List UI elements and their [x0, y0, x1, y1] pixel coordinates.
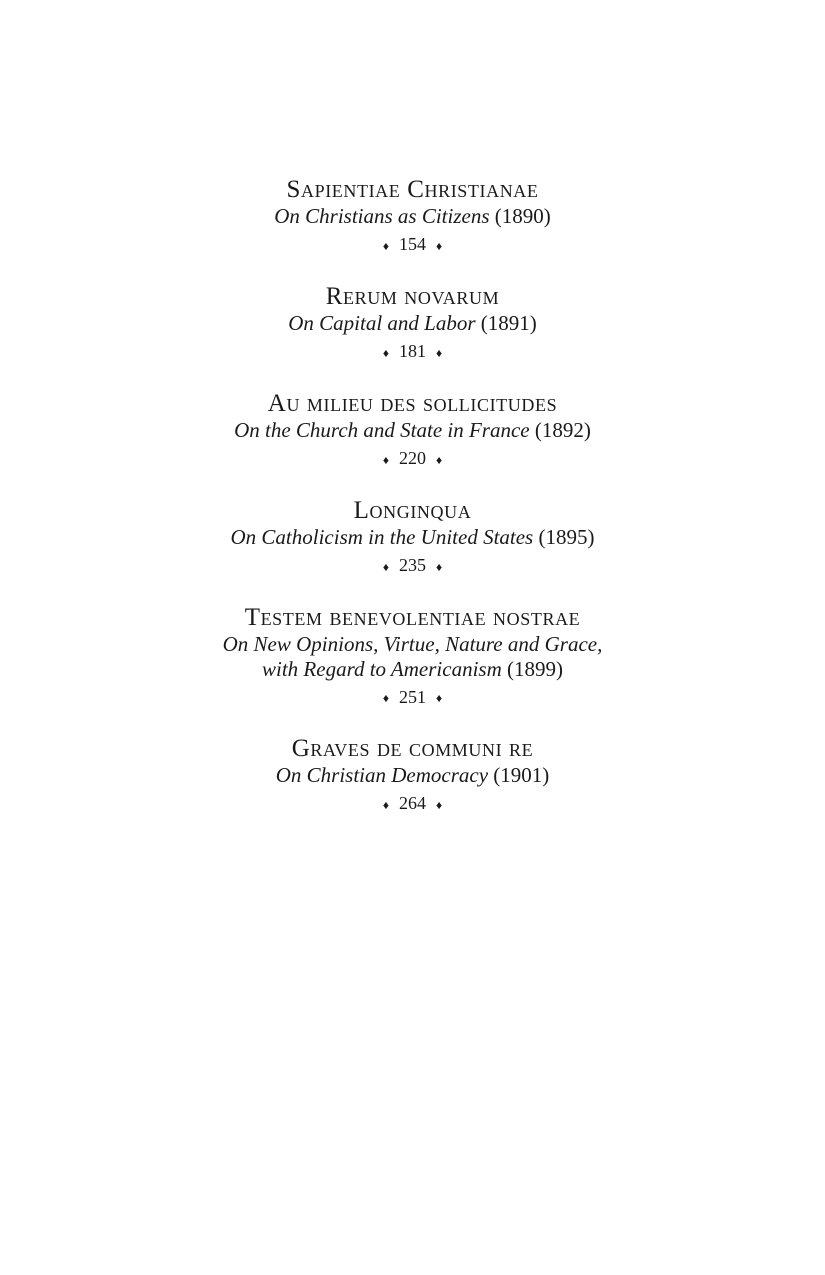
toc-entry — [0, 283, 825, 368]
toc-entry — [0, 735, 825, 820]
entry-subtitle-text: On Christian Democracy — [275, 763, 489, 788]
entry-title: Longinqua — [353, 496, 472, 524]
entry-subtitle — [0, 525, 825, 550]
entry-subtitle — [0, 311, 825, 336]
entry-page-number — [0, 788, 825, 820]
page-number: 264 — [399, 793, 426, 814]
entry-title: Rerum novarum — [325, 282, 500, 310]
entry-page-number — [0, 229, 825, 261]
entry-subtitle — [0, 763, 825, 788]
entry-subtitle — [0, 204, 825, 229]
diamond-ornament-icon: ♦ — [436, 238, 443, 253]
entry-subtitle-text: On New Opinions, Virtue, Nature and Grace, — [222, 631, 603, 656]
entry-page-number — [0, 550, 825, 582]
entry-year: (1890) — [494, 204, 551, 228]
diamond-ornament-icon: ♦ — [382, 798, 389, 813]
diamond-ornament-icon: ♦ — [382, 559, 389, 574]
entry-subtitle-text: On the Church and State in France — [234, 417, 530, 442]
entry-page-number — [0, 682, 825, 714]
diamond-ornament-icon: ♦ — [436, 798, 443, 813]
toc-entry — [0, 176, 825, 261]
entry-page-number — [0, 443, 825, 475]
entry-subtitle — [0, 418, 825, 443]
page-number: 154 — [399, 234, 426, 254]
page-number: 235 — [399, 554, 426, 575]
page-number: 181 — [399, 340, 426, 361]
entry-title: Testem benevolentiae nostrae — [244, 603, 581, 631]
entry-year: (1899) — [507, 656, 563, 681]
entry-subtitle-text: with Regard to Americanism — [262, 656, 502, 681]
entry-subtitle — [0, 632, 825, 657]
diamond-ornament-icon: ♦ — [436, 691, 443, 706]
entry-subtitle-text: On Christians as Citizens — [274, 204, 490, 228]
entry-subtitle-text: On Catholicism in the United States — [230, 524, 534, 549]
entry-subtitle — [0, 657, 825, 682]
entry-page-number — [0, 336, 825, 368]
diamond-ornament-icon: ♦ — [382, 452, 389, 467]
entry-year: (1901) — [493, 763, 550, 788]
diamond-ornament-icon: ♦ — [436, 345, 443, 360]
diamond-ornament-icon: ♦ — [436, 452, 443, 467]
diamond-ornament-icon: ♦ — [382, 345, 389, 360]
entry-year: (1892) — [534, 417, 591, 442]
page-number: 251 — [399, 686, 426, 707]
entry-year: (1895) — [538, 524, 595, 549]
entry-subtitle-text: On Capital and Labor — [288, 310, 476, 335]
diamond-ornament-icon: ♦ — [382, 691, 389, 706]
toc-entry — [0, 604, 825, 714]
toc-entry — [0, 390, 825, 475]
entry-title: Au milieu des sollicitudes — [267, 389, 558, 417]
toc-entry — [0, 497, 825, 582]
entry-title: Graves de communi re — [291, 735, 534, 763]
page-number: 220 — [399, 447, 426, 468]
table-of-contents — [0, 176, 825, 842]
entry-title: Sapientiae Christianae — [286, 176, 539, 203]
diamond-ornament-icon: ♦ — [382, 238, 389, 253]
diamond-ornament-icon: ♦ — [436, 559, 443, 574]
entry-year: (1891) — [480, 310, 537, 335]
